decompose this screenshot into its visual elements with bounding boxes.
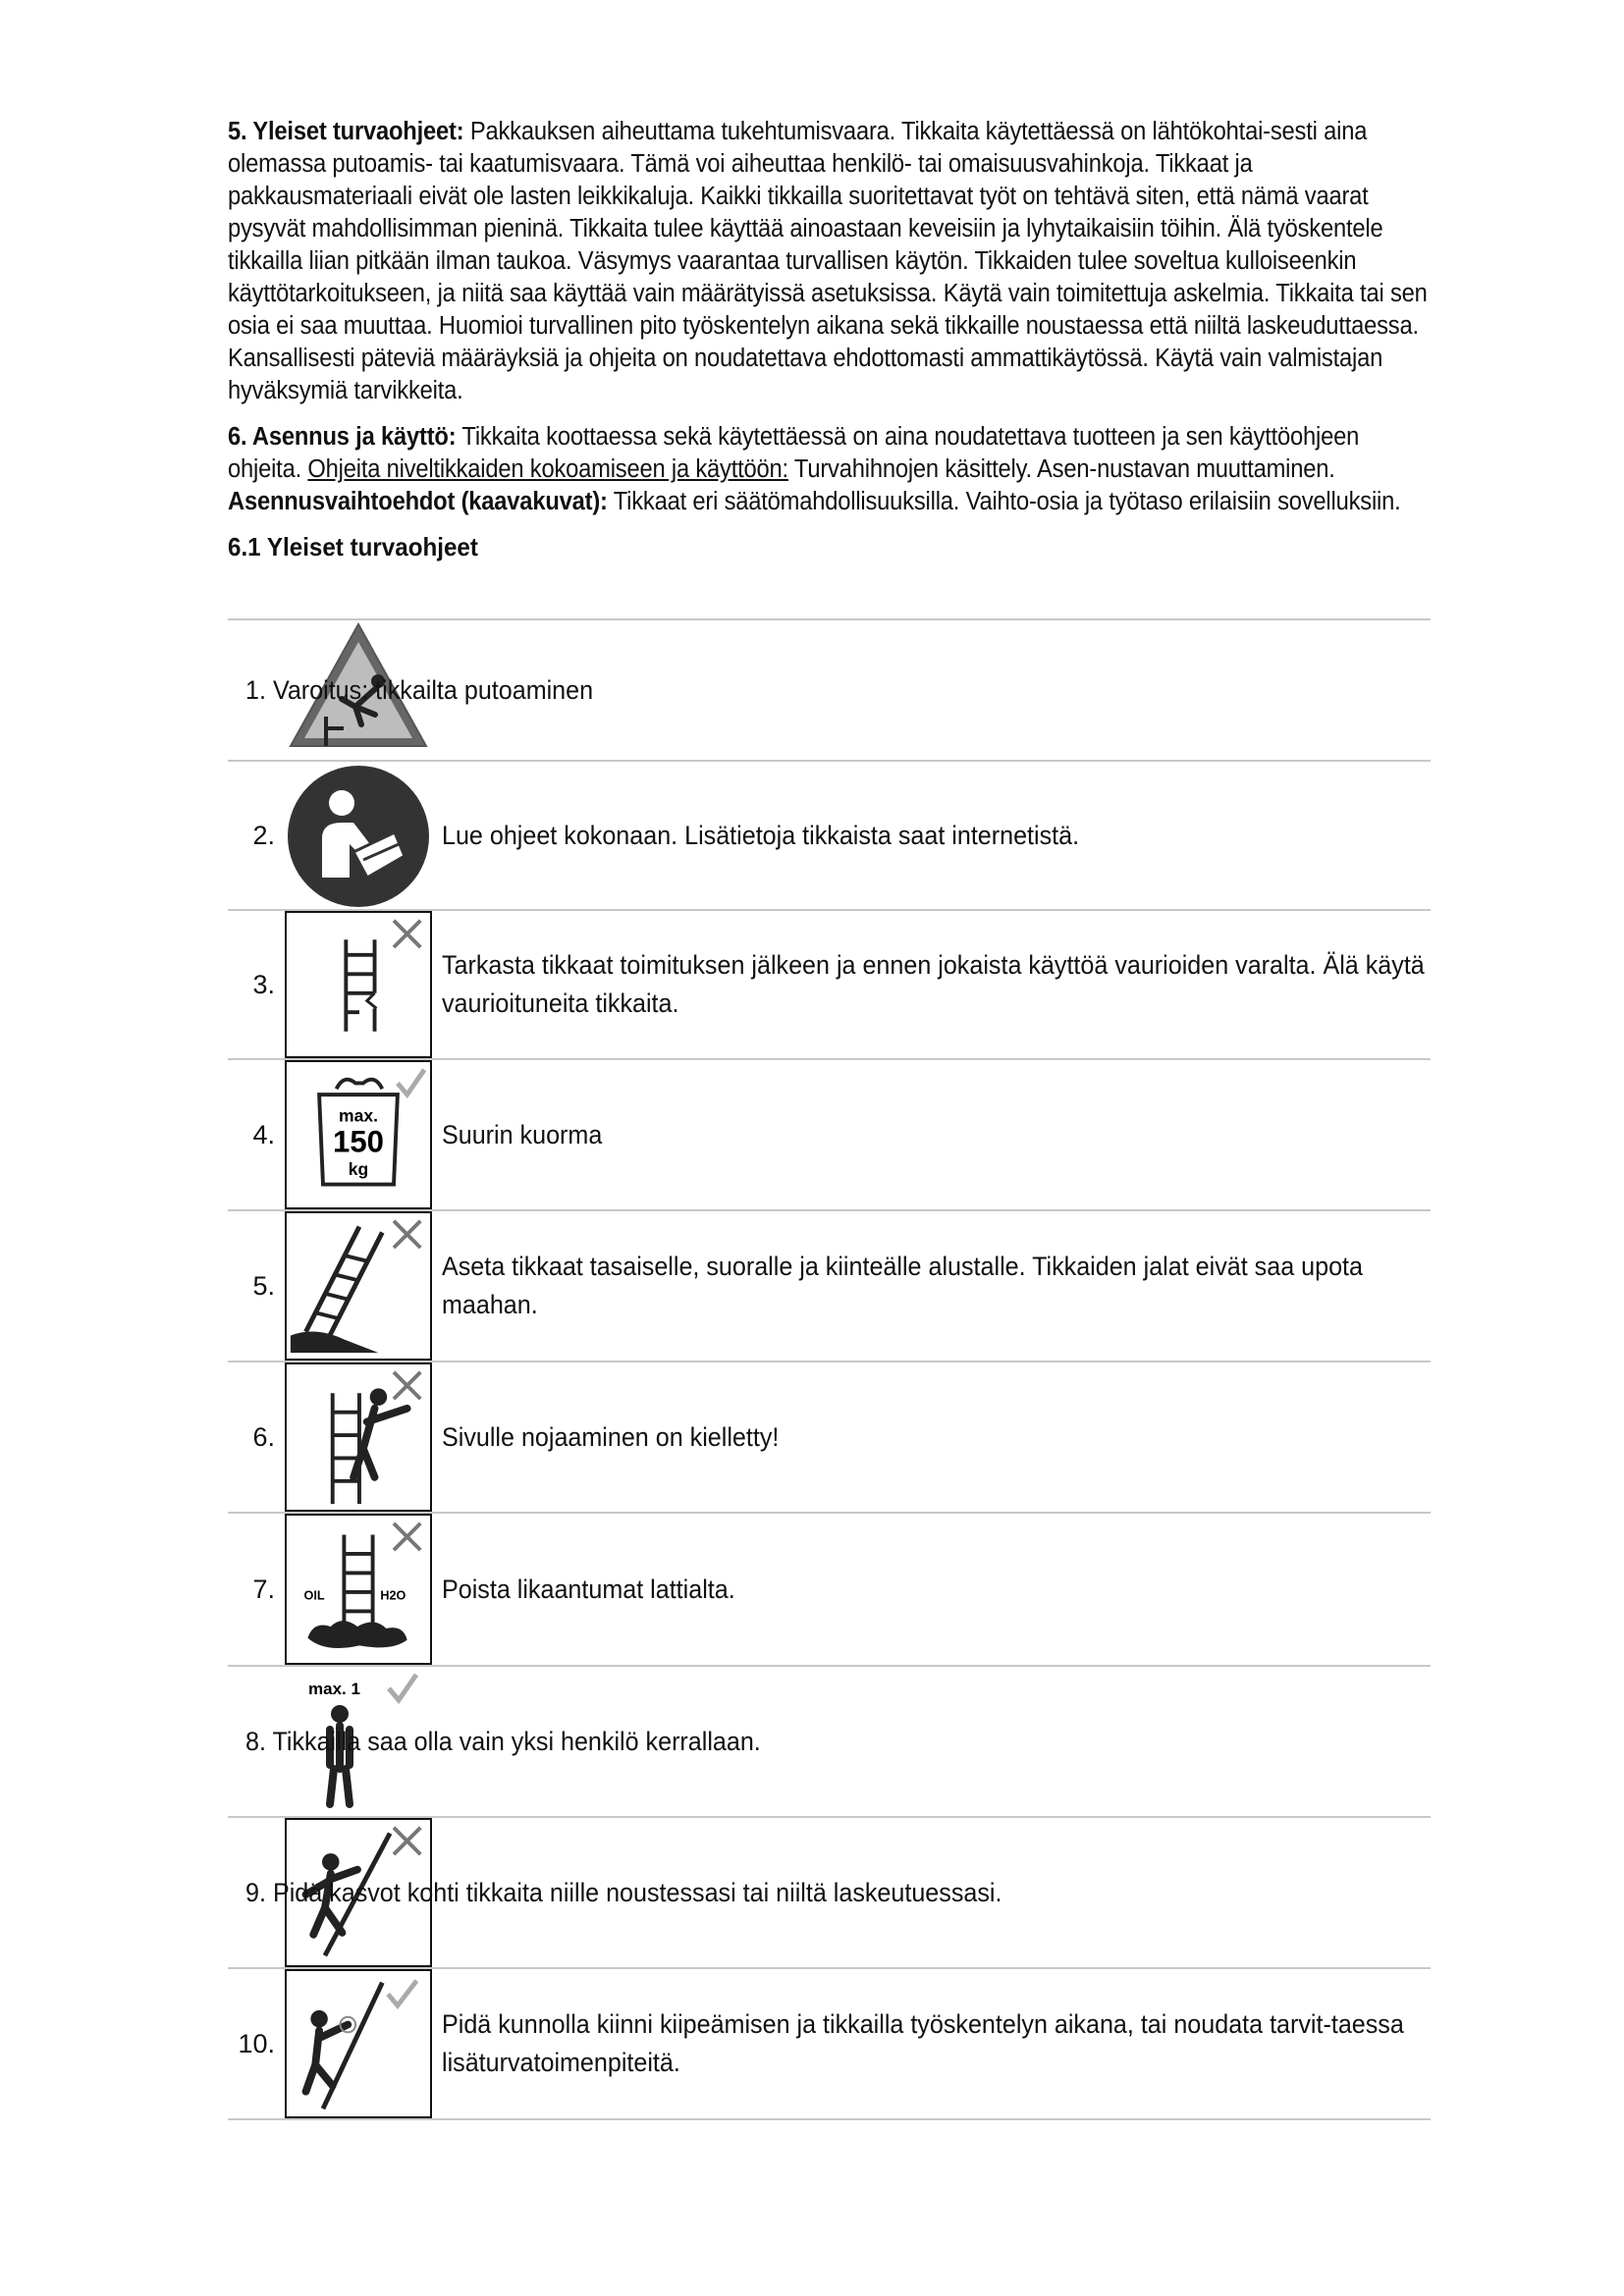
row-text: Varoitus: tikkailta putoaminen: [272, 674, 594, 705]
table-row: [228, 1362, 1431, 1514]
row-text: Pidä kasvot kohti tikkaita niille noustessasi tai niiltä laskeutuessasi.: [272, 1877, 1002, 1907]
table-row: [228, 762, 1431, 911]
uneven-ground-icon: [285, 1211, 432, 1361]
row-text: Aseta tikkaat tasaiselle, suoralle ja kiinteälle alustalle. Tikkaiden jalat eivät saa upota maahan.: [442, 1252, 1363, 1319]
table-row: [228, 1969, 1431, 2120]
row-number: 2.: [252, 820, 275, 850]
table-row: [228, 1667, 1431, 1818]
row-number: 6.: [252, 1421, 275, 1452]
row-text: Tarkasta tikkaat toimituksen jälkeen ja ennen jokaista käyttöä vaurioiden varalta. Älä käytä vaurioituneita tikkaita.: [442, 950, 1425, 1018]
table-row: [228, 1060, 1431, 1211]
section-6-paragraph: [228, 421, 1431, 518]
row-8-text: [245, 1723, 761, 1761]
section-6-1-heading: 6.1 Yleiset turvaohjeet: [228, 532, 478, 561]
section-5-text: Pakkauksen aiheuttama tukehtumisvaara. Tikkaita käytettäessä on lähtökohtai-sesti aina olemassa putoamis- tai kaatumisvaara. Tämä voi aiheuttaa henkilö- tai omaisuusvahinkoja. Tikkaat ja pakkausmateriaali eivät ole lasten leikkikaluja. Kaikki tikkailla suoritettavat työt on tehtävä siten, että nämä vaarat pysyvät mahdollisimman pieninä. Tikkaita tulee käyttää ainoastaan keveisiin ja lyhytaikaisiin töihin. Älä työskentele tikkailla liian pitkään ilman taukoa. Väsymys vaarantaa turvallisen käytön. Tikkaiden tulee soveltua kulloiseenkin käyttötarkoitukseen, ja niitä saa käyttää vain määrätyissä asetuksissa. Käytä vain toimitettuja askelmia. Tikkaita tai sen osia ei saa muuttaa. Huomioi turvallinen pito työskentelyn aikana sekä tikkaille noustaessa että niiltä laskeuduttaessa. Kansallisesti päteviä määräyksiä ja ohjeita on noudatettava ehdottomasti ammattikäytössä. Käytä vain valmistajan hyväksymiä tarvikkeita.: [228, 118, 1428, 404]
load-value-text: 150: [333, 1124, 384, 1159]
section-5-heading: 5. Yleiset turvaohjeet:: [228, 118, 464, 145]
table-row: [228, 1818, 1431, 1969]
leaning-sideways-icon: [285, 1362, 432, 1512]
section-6-text-b: Turvahihnojen käsittely. Asen-nustavan muuttaminen.: [787, 455, 1335, 483]
max-persons-label: max. 1: [308, 1680, 360, 1698]
row-number: 5.: [252, 1270, 275, 1301]
row-number: 10.: [238, 2028, 275, 2058]
table-row: [228, 1514, 1431, 1667]
max-load-icon: [285, 1060, 432, 1209]
row-number: 3.: [252, 969, 275, 999]
table-row: [228, 620, 1431, 762]
row-number: 4.: [252, 1119, 275, 1149]
row-number: 9.: [245, 1877, 266, 1907]
damaged-ladder-icon: [285, 911, 432, 1058]
section-5-paragraph: [228, 116, 1431, 407]
contaminated-floor-icon: [285, 1514, 432, 1665]
section-6-bold-variants: Asennusvaihtoehdot (kaavakuvat):: [228, 488, 608, 515]
row-text: Pidä kunnolla kiinni kiipeämisen ja tikkailla työskentelyn aikana, tai noudata tarvit-taessa lisäturvatoimenpiteitä.: [442, 2009, 1404, 2077]
section-6-text-a: Tikkaita koottaessa sekä käytettäessä on aina noudatettava tuotteen ja sen käyttöohjeen ohjeita.: [228, 423, 1360, 483]
load-unit-text: kg: [348, 1158, 369, 1179]
section-6-text-c: Tikkaat eri säätömahdollisuuksilla. Vaihto-osia ja työtaso erilaisiin sovelluksiin.: [607, 488, 1401, 515]
hold-on-icon: [285, 1969, 432, 2118]
row-1-text: [245, 671, 593, 710]
h2o-label: H2O: [380, 1588, 406, 1603]
load-max-text: max.: [339, 1105, 378, 1126]
table-row: [228, 1211, 1431, 1362]
row-number: 8.: [245, 1726, 266, 1756]
row-number: 1.: [245, 674, 266, 705]
table-row: [228, 911, 1431, 1060]
row-9-text: [245, 1874, 1001, 1912]
row-text: Tikkailla saa olla vain yksi henkilö kerrallaan.: [272, 1726, 761, 1756]
section-6-heading: 6. Asennus ja käyttö:: [228, 423, 457, 451]
row-text: Lue ohjeet kokonaan. Lisätietoja tikkaista saat internetistä.: [442, 820, 1080, 850]
document-page: [228, 116, 1431, 574]
safety-instructions-table: [228, 618, 1431, 2120]
read-manual-icon: [285, 762, 432, 909]
oil-label: OIL: [303, 1588, 325, 1603]
row-text: Poista likaantumat lattialta.: [442, 1574, 735, 1604]
row-text: Sivulle nojaaminen on kielletty!: [442, 1421, 780, 1452]
row-text: Suurin kuorma: [442, 1119, 603, 1149]
section-6-link[interactable]: Ohjeita niveltikkaiden kokoamiseen ja käyttöön:: [307, 455, 788, 483]
row-number: 7.: [252, 1574, 275, 1604]
